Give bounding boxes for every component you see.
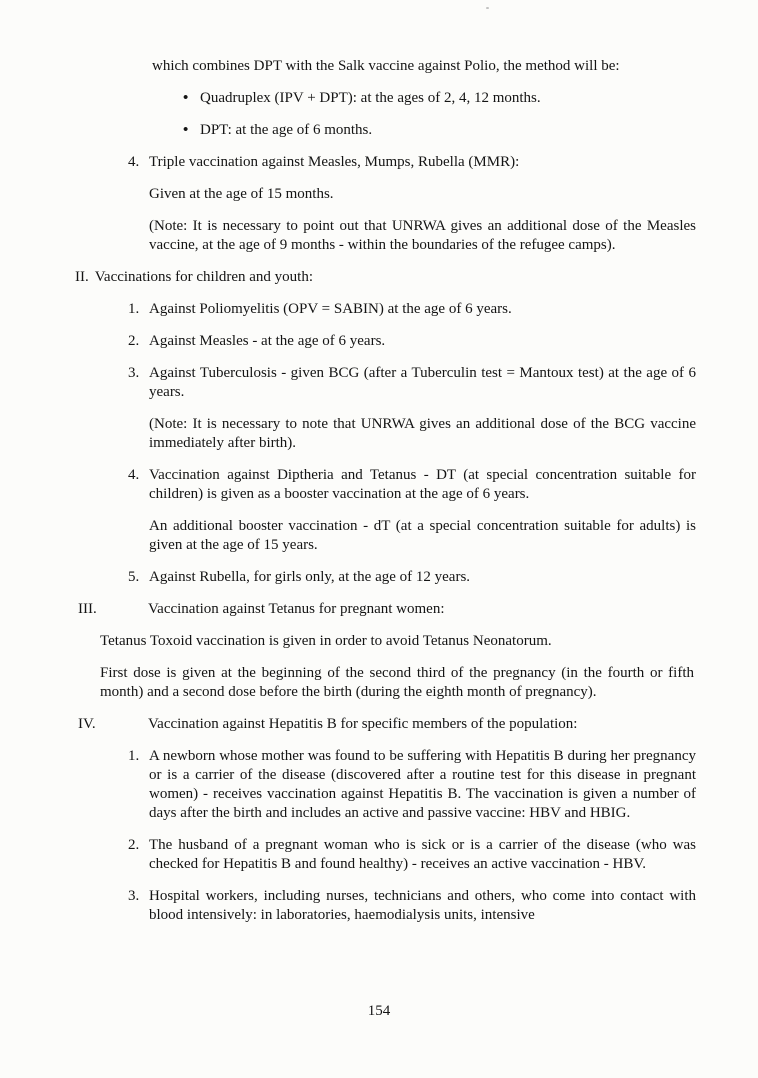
item-number: 1. — [128, 301, 140, 317]
sub-paragraph: Given at the age of 15 months. — [149, 186, 334, 202]
numbered-item-hospital-workers — [128, 887, 696, 925]
numbered-item-measles — [128, 332, 696, 351]
sub-paragraph: An additional booster vaccination - dT (at a special concentration suitable for adults) is given at the age of 15 years. — [149, 518, 696, 553]
numbered-item-rubella — [128, 568, 696, 587]
intro-paragraph: which combines DPT with the Salk vaccine against Polio, the method will be: — [152, 58, 620, 74]
body-paragraph: Tetanus Toxoid vaccination is given in order to avoid Tetanus Neonatorum. — [100, 633, 552, 649]
item-text: Triple vaccination against Measles, Mumps, Rubella (MMR): — [149, 154, 520, 170]
item-number: 3. — [128, 365, 140, 381]
numbered-item-mmr — [128, 153, 696, 172]
item-number: 1. — [128, 748, 140, 764]
section-heading-iii — [78, 600, 700, 619]
bullet-icon — [183, 89, 188, 108]
item-text: A newborn whose mother was found to be suffering with Hepatitis B during her pregnancy or is a carrier of the disease (discovered after a routine test for this disease in pregnant women) - receives vaccination against Hepatitis B. The vaccination is given a number of days after the birth and includes an active and passive vaccine: HBV and HBIG. — [149, 748, 696, 821]
item-number: 2. — [128, 837, 140, 853]
section-heading-iv — [78, 715, 700, 734]
item-number: 4. — [128, 154, 140, 170]
item-text: Against Tuberculosis - given BCG (after a Tuberculin test = Mantoux test) at the age of 6 years. — [149, 365, 696, 400]
section-numeral: III. — [78, 601, 97, 617]
numbered-item-dt — [128, 466, 696, 504]
numbered-item-newborn — [128, 747, 696, 823]
item-text: Against Rubella, for girls only, at the age of 12 years. — [149, 569, 471, 585]
numbered-item-tuberculosis — [128, 364, 696, 402]
bullet-item-text: DPT: at the age of 6 months. — [200, 122, 373, 138]
item-text: Vaccination against Diptheria and Tetanus - DT (at special concentration suitable for children) is given as a booster vaccination at the age of 6 years. — [149, 467, 696, 502]
section-title: Vaccinations for children and youth: — [94, 269, 314, 285]
item-text: Hospital workers, including nurses, technicians and others, who come into contact with blood intensively: in laboratories, haemodialysis units, intensive — [149, 888, 696, 923]
section-title: Vaccination against Hepatitis B for specific members of the population: — [148, 716, 578, 732]
body-paragraph: First dose is given at the beginning of the second third of the pregnancy (in the fourth or fifth month) and a second dose before the birth (during the eighth month of pregnancy). — [100, 665, 694, 700]
section-title: Vaccination against Tetanus for pregnant women: — [148, 601, 445, 617]
section-numeral: II. — [75, 269, 89, 285]
scan-artifact — [486, 7, 489, 9]
item-number: 4. — [128, 467, 140, 483]
item-text: Against Measles - at the age of 6 years. — [149, 333, 386, 349]
section-heading-ii — [75, 268, 700, 287]
section-numeral: IV. — [78, 716, 96, 732]
bullet-item-quadruplex — [182, 89, 700, 108]
item-number: 2. — [128, 333, 140, 349]
item-number: 5. — [128, 569, 140, 585]
bullet-item-text: Quadruplex (IPV + DPT): at the ages of 2, 4, 12 months. — [200, 90, 541, 106]
note-paragraph: (Note: It is necessary to point out that UNRWA gives an additional dose of the Measles vaccine, at the age of 9 months - within the boundaries of the refugee camps). — [149, 218, 696, 253]
bullet-icon — [183, 121, 188, 140]
item-text: The husband of a pregnant woman who is sick or is a carrier of the disease (who was checked for Hepatitis B and found healthy) - receives an active vaccination - HBV. — [149, 837, 696, 872]
bullet-item-dpt — [182, 121, 700, 140]
numbered-item-husband — [128, 836, 696, 874]
numbered-item-polio — [128, 300, 696, 319]
item-text: Against Poliomyelitis (OPV = SABIN) at the age of 6 years. — [149, 301, 512, 317]
note-paragraph: (Note: It is necessary to note that UNRWA gives an additional dose of the BCG vaccine immediately after birth). — [149, 416, 696, 451]
page-number: 154 — [367, 1003, 391, 1019]
item-number: 3. — [128, 888, 140, 904]
